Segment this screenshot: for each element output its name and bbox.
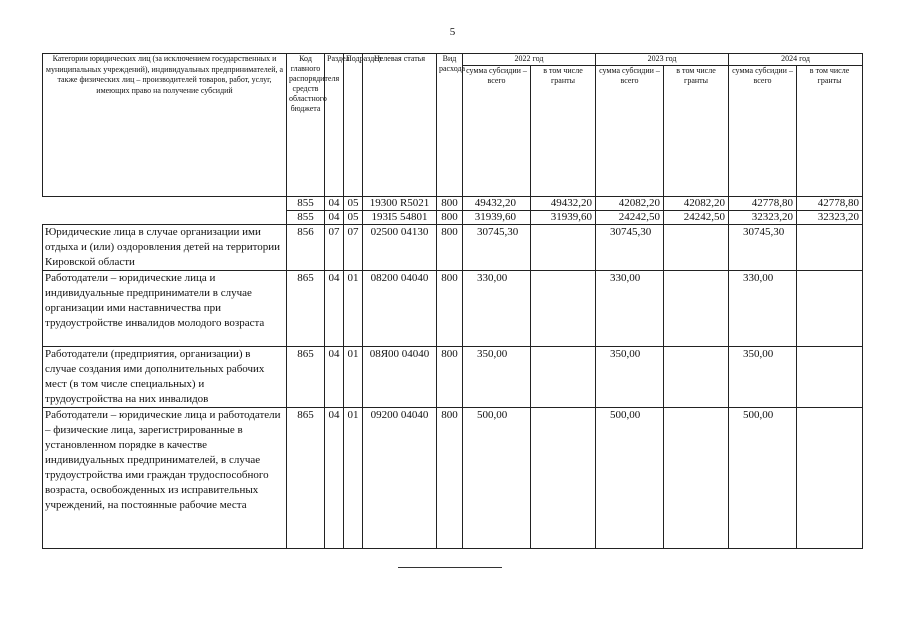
- row-2022-grants: [531, 271, 596, 347]
- header-2023-total: сумма субсидии – всего: [596, 66, 664, 197]
- row-2022-grants: 31939,60: [531, 211, 596, 225]
- row-2022-total: 30745,30: [463, 225, 531, 271]
- row-2023-grants: [664, 347, 729, 408]
- row-subsection: 01: [344, 408, 363, 549]
- row-section: 04: [325, 408, 344, 549]
- row-target: 02500 04130: [363, 225, 437, 271]
- row-2024-total: 30745,30: [729, 225, 797, 271]
- row-target: 193I5 54801: [363, 211, 437, 225]
- table-row: [43, 225, 863, 271]
- row-2023-grants: [664, 271, 729, 347]
- row-type: 800: [437, 225, 463, 271]
- table-row: [43, 271, 863, 347]
- row-category: Работодатели – юридические лица и работодатели – физические лица, зарегистрированные в установленном порядке в качестве индивидуальных предпринимателей, в случае трудоустройства ими граждан трудоспособного возраста, освобожденных из исправительных учреждений, на постоянные рабочие места: [43, 408, 287, 549]
- header-subsection: Подраздел: [344, 54, 363, 197]
- row-2022-grants: [531, 225, 596, 271]
- page-number: 5: [449, 26, 456, 38]
- row-2024-grants: [797, 408, 863, 549]
- row-subsection: 05: [344, 197, 363, 211]
- row-2023-total: 500,00: [596, 408, 664, 549]
- header-year-2023: 2023 год: [596, 54, 729, 66]
- row-2022-grants: [531, 347, 596, 408]
- row-code: 865: [287, 271, 325, 347]
- row-2023-total: 24242,50: [596, 211, 664, 225]
- table-row: [43, 408, 863, 549]
- row-2024-total: 42778,80: [729, 197, 797, 211]
- footer-divider: [398, 567, 502, 568]
- header-row-years: [43, 54, 863, 66]
- row-2022-total: 500,00: [463, 408, 531, 549]
- row-2023-grants: 24242,50: [664, 211, 729, 225]
- row-2024-grants: 32323,20: [797, 211, 863, 225]
- row-subsection: 01: [344, 347, 363, 408]
- table-row: [43, 211, 863, 225]
- row-2023-grants: [664, 408, 729, 549]
- row-target: 08200 04040: [363, 271, 437, 347]
- row-section: 04: [325, 211, 344, 225]
- row-2022-total: 350,00: [463, 347, 531, 408]
- row-type: 800: [437, 197, 463, 211]
- header-2022-total: сумма субсидии – всего: [463, 66, 531, 197]
- row-2024-total: 500,00: [729, 408, 797, 549]
- row-code: 855: [287, 197, 325, 211]
- row-2022-total: 330,00: [463, 271, 531, 347]
- row-section: 04: [325, 271, 344, 347]
- row-code: 855: [287, 211, 325, 225]
- row-2022-grants: [531, 408, 596, 549]
- row-2024-grants: [797, 225, 863, 271]
- row-2024-total: 32323,20: [729, 211, 797, 225]
- row-code: 865: [287, 347, 325, 408]
- header-2023-grants: в том числе гранты: [664, 66, 729, 197]
- header-target: Целевая статья: [363, 54, 437, 197]
- row-2024-grants: 42778,80: [797, 197, 863, 211]
- table-row: [43, 197, 863, 211]
- row-type: 800: [437, 408, 463, 549]
- row-2023-grants: [664, 225, 729, 271]
- row-2023-total: 330,00: [596, 271, 664, 347]
- row-type: 800: [437, 271, 463, 347]
- row-section: 07: [325, 225, 344, 271]
- row-subsection: 01: [344, 271, 363, 347]
- row-type: 800: [437, 347, 463, 408]
- header-year-2022: 2022 год: [463, 54, 596, 66]
- row-2022-total: 49432,20: [463, 197, 531, 211]
- header-2024-grants: в том числе гранты: [797, 66, 863, 197]
- row-2022-total: 31939,60: [463, 211, 531, 225]
- header-2024-total: сумма субсидии – всего: [729, 66, 797, 197]
- header-section: Раздел: [325, 54, 344, 197]
- row-code: 865: [287, 408, 325, 549]
- row-category: [43, 211, 287, 225]
- header-year-2024: 2024 год: [729, 54, 863, 66]
- row-section: 04: [325, 347, 344, 408]
- table-row: [43, 347, 863, 408]
- row-category: [43, 197, 287, 211]
- subsidy-table: [42, 53, 863, 549]
- row-subsection: 07: [344, 225, 363, 271]
- row-code: 856: [287, 225, 325, 271]
- row-category: Юридические лица в случае организации ими отдыха и (или) оздоровления детей на территории Кировской области: [43, 225, 287, 271]
- row-category: Работодатели (предприятия, организации) в случае создания ими дополнительных рабочих мест (в том числе специальных) и трудоустройства на них инвалидов: [43, 347, 287, 408]
- header-code: Код главного распорядителя средств областного бюджета: [287, 54, 325, 197]
- row-type: 800: [437, 211, 463, 225]
- row-subsection: 05: [344, 211, 363, 225]
- row-target: 08Я00 04040: [363, 347, 437, 408]
- row-target: 19300 R5021: [363, 197, 437, 211]
- row-2022-grants: 49432,20: [531, 197, 596, 211]
- row-2023-total: 30745,30: [596, 225, 664, 271]
- row-2024-total: 330,00: [729, 271, 797, 347]
- header-2022-grants: в том числе гранты: [531, 66, 596, 197]
- row-category: Работодатели – юридические лица и индивидуальные предприниматели в случае организации ими наставничества при трудоустройстве инвалидов молодого возраста: [43, 271, 287, 347]
- row-2024-grants: [797, 347, 863, 408]
- header-category: Категории юридических лиц (за исключением государственных и муниципальных учреждений), индивидуальных предпринимателей, а также физических лиц – производителей товаров, работ, услуг, имеющих право на получение субсидий: [43, 54, 287, 197]
- row-2023-total: 42082,20: [596, 197, 664, 211]
- row-target: 09200 04040: [363, 408, 437, 549]
- row-2024-total: 350,00: [729, 347, 797, 408]
- row-section: 04: [325, 197, 344, 211]
- row-2023-grants: 42082,20: [664, 197, 729, 211]
- header-type: Вид расхода: [437, 54, 463, 197]
- row-2024-grants: [797, 271, 863, 347]
- row-2023-total: 350,00: [596, 347, 664, 408]
